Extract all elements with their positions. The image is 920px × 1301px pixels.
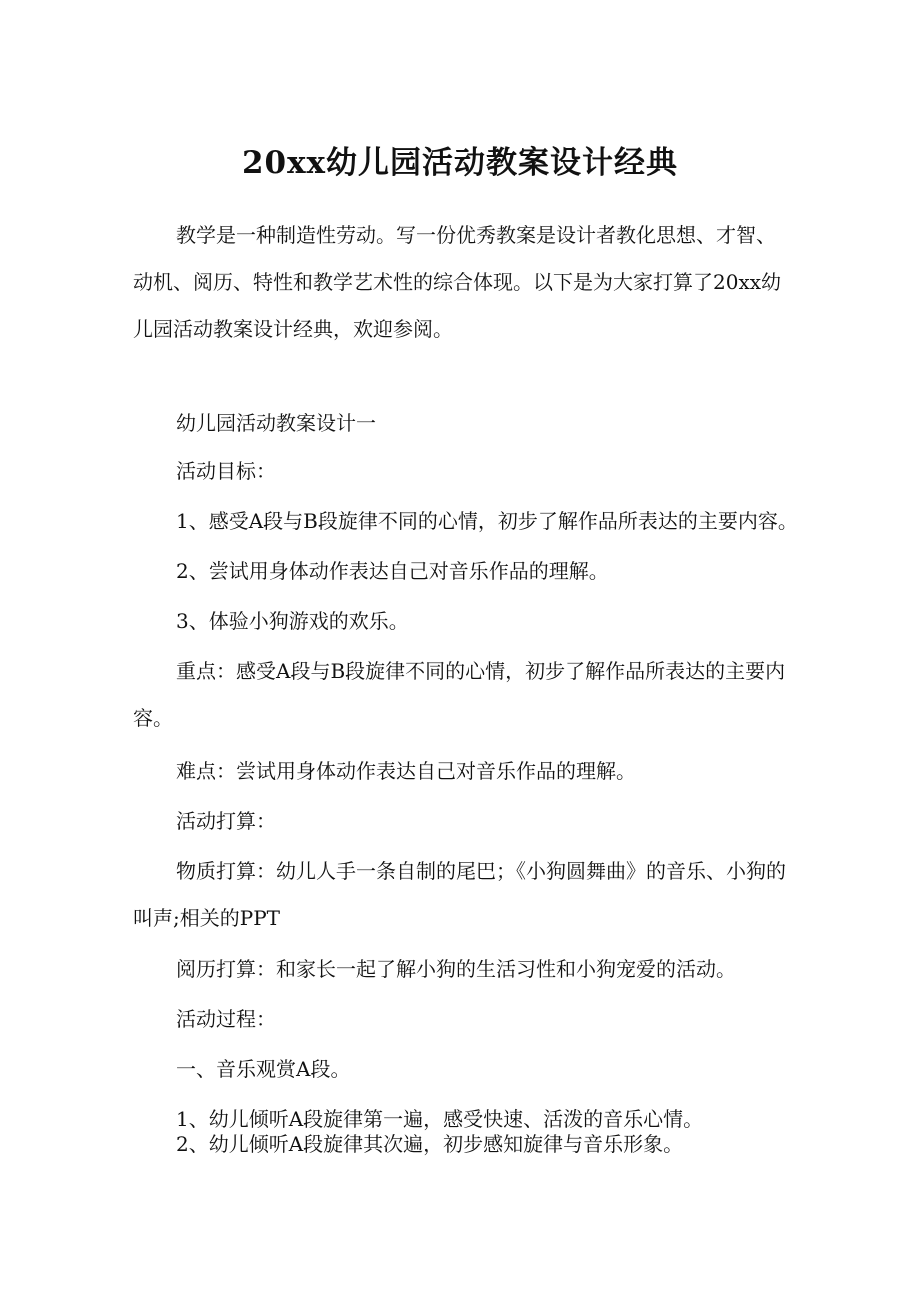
material-preparation: 物质打算：幼儿人手一条自制的尾巴；《小狗圆舞曲》的音乐、小狗的叫声;相关的PPT [133,859,786,930]
process-step-1: 一、音乐观赏A段。 [176,1057,351,1081]
goals-label: 活动目标： [176,459,276,483]
process-substep-1: 1、幼儿倾听A段旋律第一遍，感受快速、活泼的音乐心情。 [176,1107,704,1131]
preparation-label: 活动打算： [176,809,276,833]
document-title: 20xx幼儿园活动教案设计经典 [241,145,679,181]
goal-item-2: 2、尝试用身体动作表达自己对音乐作品的理解。 [176,559,609,583]
key-point: 重点：感受A段与B段旋律不同的心情，初步了解作品所表达的主要内容。 [133,659,786,730]
section-heading: 幼儿园活动教案设计一 [176,411,376,435]
process-substep-2: 2、幼儿倾听A段旋律其次遍，初步感知旋律与音乐形象。 [176,1132,684,1156]
experience-preparation: 阅历打算：和家长一起了解小狗的生活习性和小狗宠爱的活动。 [176,957,736,981]
goal-item-3: 3、体验小狗游戏的欢乐。 [176,609,409,633]
goal-item-1: 1、感受A段与B段旋律不同的心情，初步了解作品所表达的主要内容。 [176,509,798,533]
process-label: 活动过程： [176,1007,276,1031]
difficult-point: 难点：尝试用身体动作表达自己对音乐作品的理解。 [176,759,636,783]
intro-paragraph: 教学是一种制造性劳动。写一份优秀教案是设计者教化思想、才智、动机、阅历、特性和教学艺术性的综合体现。以下是为大家打算了20xx幼儿园活动教案设计经典，欢迎参阅。 [133,223,782,341]
